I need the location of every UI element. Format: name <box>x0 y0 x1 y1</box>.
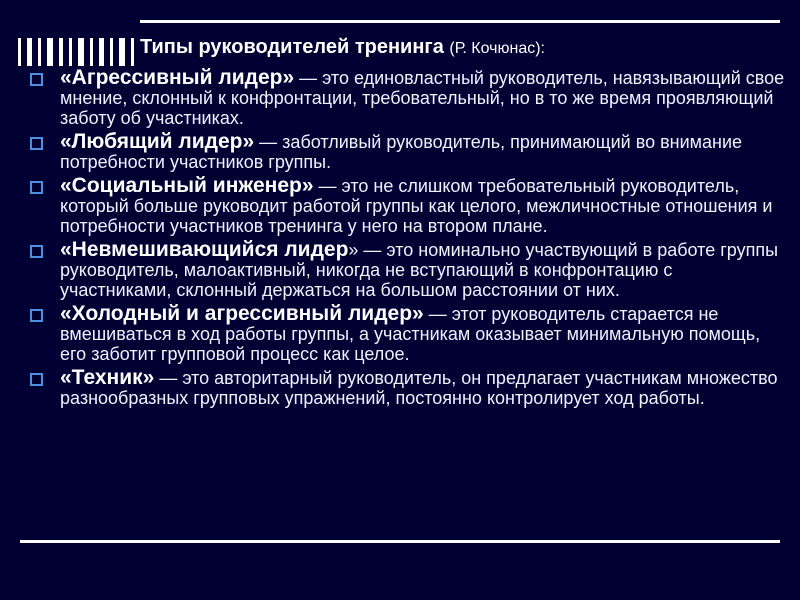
item-text <box>60 132 785 172</box>
item-term: «Техник» <box>60 366 155 389</box>
item-description: — заботливый руководитель, принимающий во внимание потребности участников группы. <box>60 132 743 172</box>
hollow-square-icon <box>30 181 43 194</box>
hollow-square-icon <box>30 373 43 386</box>
list-item <box>30 304 785 364</box>
list-item <box>30 176 785 236</box>
item-term: «Холодный и агрессивный лидер» <box>60 302 424 325</box>
list-item <box>30 240 785 300</box>
list-item <box>30 132 785 172</box>
title-main: Типы руководителей тренинга <box>140 36 444 58</box>
leader-types-list <box>30 68 785 412</box>
item-term: «Любящий лидер» <box>60 130 255 153</box>
item-text <box>60 304 785 364</box>
hollow-square-icon <box>30 137 43 150</box>
item-description: » — это номинально участвующий в работе группы руководитель, малоактивный, никогда не вступающий в конфронтацию с участниками, склонный держаться на большом расстоянии от них. <box>60 240 779 300</box>
title-source: (Р. Кочюнас): <box>449 40 545 57</box>
decorative-stripes <box>18 38 136 66</box>
hollow-square-icon <box>30 309 43 322</box>
item-term: «Невмешивающийся лидер <box>60 238 349 261</box>
hollow-square-icon <box>30 245 43 258</box>
item-term: «Социальный инженер» <box>60 174 314 197</box>
item-text <box>60 176 785 236</box>
hollow-square-icon <box>30 73 43 86</box>
item-text <box>60 68 785 128</box>
slide-title <box>140 36 545 59</box>
item-text <box>60 240 785 300</box>
item-description: — это единовластный руководитель, навязывающий свое мнение, склонный к конфронтации, требовательный, но в то же время проявляющий заботу об участниках. <box>60 68 785 128</box>
item-text <box>60 368 785 408</box>
list-item <box>30 68 785 128</box>
list-item <box>30 368 785 408</box>
item-description: — этот руководитель старается не вмешиваться в ход работы группы, а участникам оказывает минимальную помощь, его заботит групповой процесс как целое. <box>60 304 761 364</box>
item-description: — это не слишком требовательный руководитель, который больше руководит работой группы как целого, межличностные отношения и потребности участников тренинга у него на втором плане. <box>60 176 773 236</box>
item-term: «Агрессивный лидер» <box>60 66 295 89</box>
item-description: — это авторитарный руководитель, он предлагает участникам множество разнообразных групповых упражнений, постоянно контролирует ход работы. <box>60 368 778 408</box>
bottom-rule <box>20 540 780 543</box>
top-rule <box>140 20 780 23</box>
